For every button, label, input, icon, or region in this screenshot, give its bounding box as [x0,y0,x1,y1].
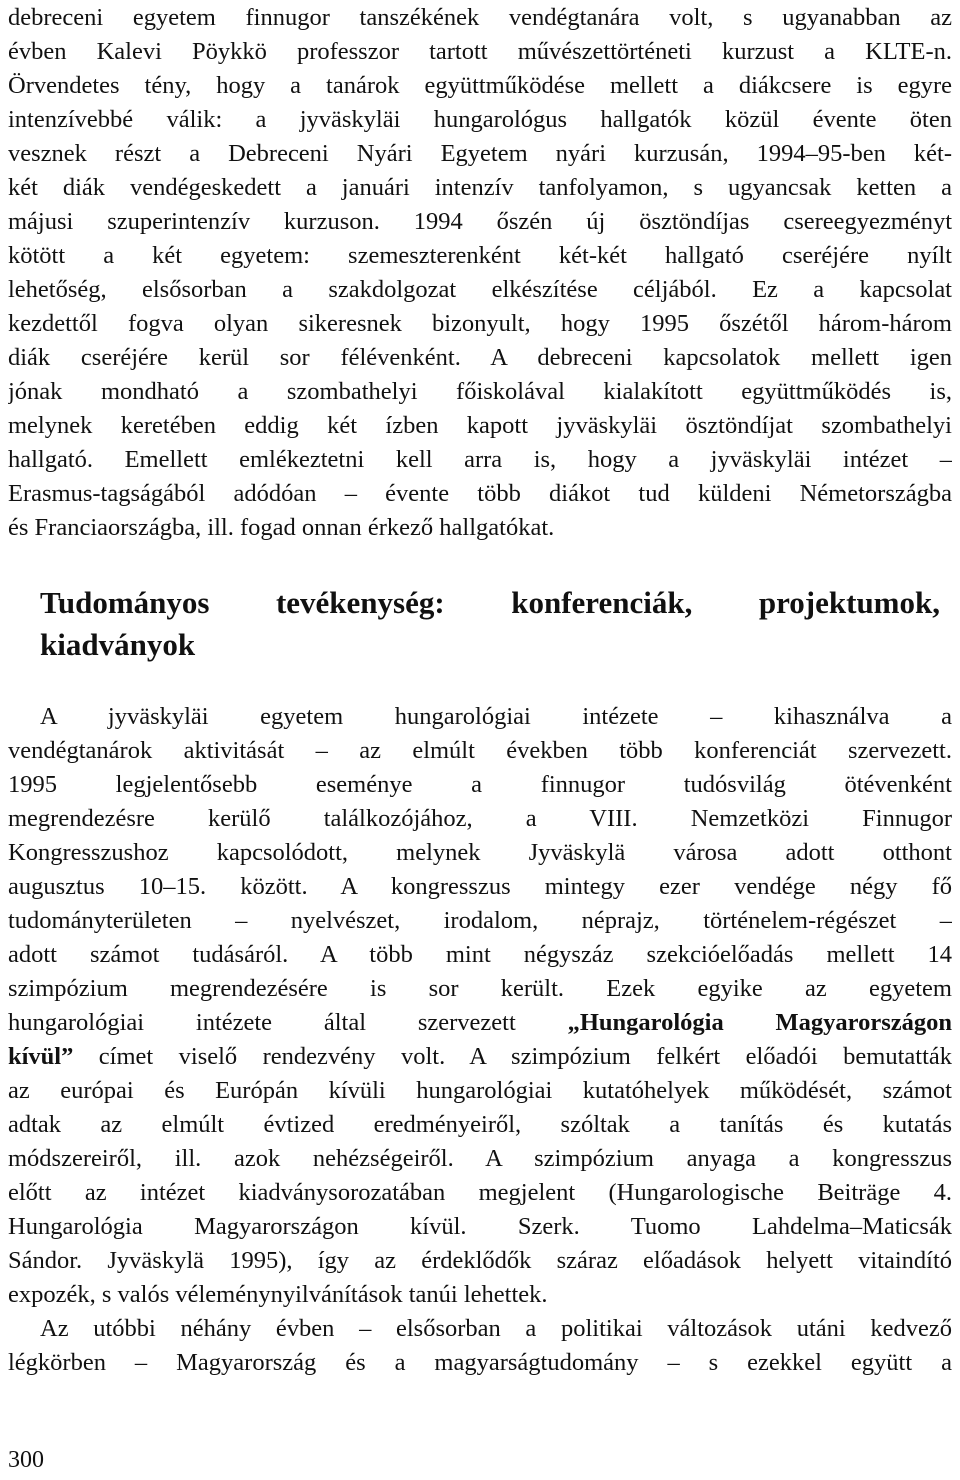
text-line: és Franciaországba, ill. fogad onnan érkező hallgatókat. [8,514,555,541]
text-line: lehetőség, elsősorban a szakdolgozat elkészítése céljából. Ez a kapcsolat [8,276,952,303]
text-line: adtak az elmúlt évtized eredményeiről, szóltak a tanítás és kutatás [8,1111,952,1138]
text-line: diák cseréjére kerül sor félévenként. A debreceni kapcsolatok mellett igen [8,344,952,371]
page-number: 300 [8,1447,44,1473]
text-line: két diák vendégeskedett a januári intenzív tanfolyamon, s ugyancsak ketten a [8,174,952,201]
text-line: évben Kalevi Pöykkö professzor tartott művészettörténeti kurzust a KLTE-n. [8,38,952,65]
text-line: debreceni egyetem finnugor tanszékének vendégtanára volt, s ugyanabban az [8,4,952,31]
text-line: légkörben – Magyarország és a magyarságtudomány – s ezekkel együtt a [8,1349,952,1376]
text-line: májusi szuperintenzív kurzuson. 1994 őszén új ösztöndíjas csereegyezményt [8,208,952,235]
text-line [8,1006,952,1040]
text-line: jónak mondható a szombathelyi főiskolával kialakított együttműködés is, [8,378,952,405]
text-line: intenzívebbé válik: a jyväskyläi hungarológus hallgatók közül évente öten [8,106,952,133]
section-heading-line: Tudományos tevékenység: konferenciák, projektumok, [40,585,940,620]
text-line: melynek keretében eddig két ízben kapott jyväskyläi ösztöndíjat szombathelyi [8,412,952,439]
text-line: Örvendetes tény, hogy a tanárok együttműködése mellett a diákcsere is egyre [8,72,952,99]
text-line: vesznek részt a Debreceni Nyári Egyetem nyári kurzusán, 1994–95-ben két- [8,140,952,167]
text-line: augusztus 10–15. között. A kongresszus mintegy ezer vendége négy fő [8,873,952,900]
text-run: címet viselő rendezvény volt. A szimpózium felkért előadói bemutatták [73,1043,952,1070]
text-line: Erasmus-tagságából adódóan – évente több diákot tud küldeni Németországba [8,480,952,507]
text-line: Kongresszushoz kapcsolódott, melynek Jyväskylä városa adott otthont [8,839,952,866]
text-line: 1995 legjelentősebb eseménye a finnugor tudósvilág ötévenként [8,771,952,798]
text-line: kötött a két egyetem: szemeszterenként két-két hallgató cseréjére nyílt [8,242,952,269]
text-line [8,1040,952,1074]
text-line: megrendezésre kerülő találkozójához, a VIII. Nemzetközi Finnugor [8,805,952,832]
text-line: vendégtanárok aktivitását – az elmúlt években több konferenciát szervezett. [8,737,952,764]
text-line: hallgató. Emellett emlékeztetni kell arra is, hogy a jyväskyläi intézet – [8,446,952,473]
text-line: módszereiről, ill. azok nehézségeiről. A szimpózium anyaga a kongresszus [8,1145,952,1172]
text-line: kezdettől fogva olyan sikeresnek bizonyult, hogy 1995 őszétől három-három [8,310,952,337]
text-line: szimpózium megrendezésére is sor került. Ezek egyike az egyetem [8,975,952,1002]
text-line: Hungarológia Magyarországon kívül. Szerk. Tuomo Lahdelma–Maticsák [8,1213,952,1240]
text-line: az európai és Európán kívüli hungarológiai kutatóhelyek működését, számot [8,1077,952,1104]
text-line: A jyväskyläi egyetem hungarológiai intézete – kihasználva a [40,703,952,730]
bold-title-text: kívül” [8,1043,74,1070]
text-line: expozék, s valós véleménynyilvánítások tanúi lehettek. [8,1281,548,1308]
text-line: Az utóbbi néhány évben – elsősorban a politikai változások utáni kedvező [40,1315,952,1342]
bold-title-text: „Hungarológia Magyarországon [567,1009,952,1036]
text-line: adott számot tudásáról. A több mint négyszáz szekcióelőadás mellett 14 [8,941,952,968]
text-run: hungarológiai intézete által szervezett [8,1009,568,1036]
text-line: tudományterületen – nyelvészet, irodalom, néprajz, történelem-régészet – [8,907,952,934]
text-line: előtt az intézet kiadványsorozatában megjelent (Hungarologische Beiträge 4. [8,1179,952,1206]
text-line: Sándor. Jyväskylä 1995), így az érdeklődők száraz előadások helyett vitaindító [8,1247,952,1274]
section-heading-line: kiadványok [40,627,196,662]
